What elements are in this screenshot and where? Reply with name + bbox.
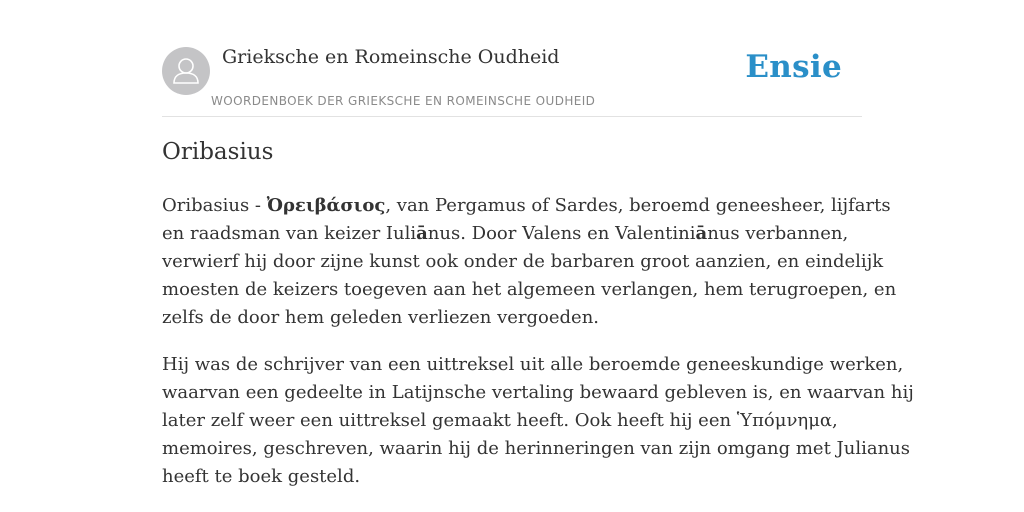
text-segment: nus verbannen, — [707, 223, 849, 244]
person-outline-icon — [162, 47, 210, 95]
text-line: later zelf weer een uittreksel gemaakt heeft. Ook heeft hij een Ὑπόμνημα, — [162, 410, 838, 431]
text-line: moesten de keizers toegeven aan het algemeen verlangen, hem terugroepen, en — [162, 279, 897, 300]
text-segment: , van Pergamus of Sardes, beroemd geneesheer, lijfarts — [385, 195, 891, 216]
source-subtitle: WOORDENBOEK DER GRIEKSCHE EN ROMEINSCHE OUDHEID — [211, 94, 596, 108]
text-line — [162, 192, 891, 220]
text-line: memoires, geschreven, waarin hij de herinneringen van zijn omgang met Julianus — [162, 438, 911, 459]
text-segment: nus. Door Valens en Valentini — [427, 223, 696, 244]
entry-paragraph-2 — [162, 351, 914, 491]
greek-term: Ὀρειβάσιος — [266, 195, 386, 216]
source-header — [162, 44, 862, 117]
text-line — [162, 220, 867, 248]
entry-paragraph-1 — [162, 192, 897, 332]
macron-letter: ā — [416, 223, 428, 244]
text-segment: en raadsman van keizer Iuli — [162, 223, 417, 244]
text-line: heeft te boek gesteld. — [162, 466, 361, 487]
source-title[interactable]: Grieksche en Romeinsche Oudheid — [222, 46, 560, 68]
text-line: Hij was de schrijver van een uittreksel uit alle beroemde geneeskundige werken, — [162, 354, 904, 375]
text-line: verwierf hij door zijne kunst ook onder de barbaren groot aanzien, en eindelijk — [162, 251, 884, 272]
text-segment: Oribasius - — [162, 195, 267, 216]
entry-title: Oribasius — [162, 139, 274, 165]
text-line: waarvan een gedeelte in Latijnsche vertaling bewaard gebleven is, en waarvan hij — [162, 382, 914, 403]
ensie-logo[interactable]: Ensie — [745, 49, 842, 85]
user-avatar-icon[interactable] — [162, 47, 210, 95]
macron-letter: ā — [695, 223, 708, 244]
text-line: zelfs de door hem geleden verliezen vergoeden. — [162, 307, 600, 328]
